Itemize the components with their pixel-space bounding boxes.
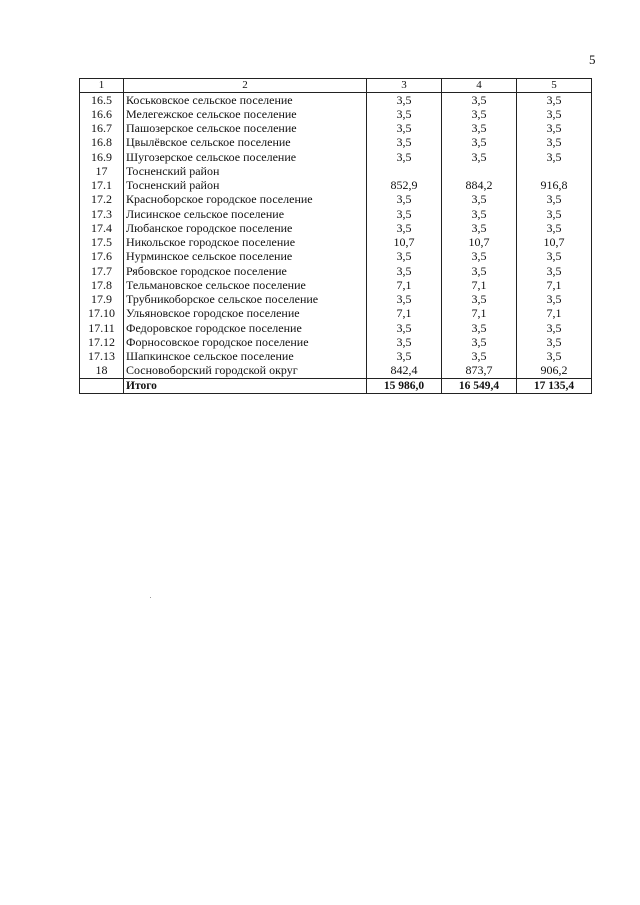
row-name: Шугозерское сельское поселение [124, 150, 367, 164]
row-number: 17.13 [80, 350, 124, 364]
row-number: 16.8 [80, 136, 124, 150]
table-row [80, 122, 592, 136]
row-value-col3: 3,5 [367, 221, 442, 235]
header-cell-4: 4 [442, 79, 517, 93]
row-value-col4: 3,5 [442, 264, 517, 278]
table-row [80, 193, 592, 207]
row-value-col3: 852,9 [367, 179, 442, 193]
row-value-col4: 3,5 [442, 207, 517, 221]
row-value-col5 [517, 164, 592, 178]
row-number: 17.11 [80, 321, 124, 335]
row-value-col3: 3,5 [367, 193, 442, 207]
row-value-col5: 906,2 [517, 364, 592, 379]
row-name: Любанское городское поселение [124, 221, 367, 235]
table-row [80, 150, 592, 164]
table-header-row [80, 79, 592, 93]
table-row [80, 136, 592, 150]
table-row [80, 335, 592, 349]
row-number: 17.3 [80, 207, 124, 221]
row-value-col5: 3,5 [517, 193, 592, 207]
table-row [80, 264, 592, 278]
scan-speck [150, 597, 151, 598]
row-value-col3: 3,5 [367, 107, 442, 121]
row-number: 16.5 [80, 93, 124, 108]
row-number: 17.5 [80, 236, 124, 250]
row-value-col5: 3,5 [517, 321, 592, 335]
row-value-col5: 916,8 [517, 179, 592, 193]
row-value-col5: 3,5 [517, 150, 592, 164]
row-value-col5: 3,5 [517, 221, 592, 235]
row-name: Красноборское городское поселение [124, 193, 367, 207]
row-value-col4: 3,5 [442, 107, 517, 121]
row-value-col3: 7,1 [367, 278, 442, 292]
row-value-col4: 7,1 [442, 278, 517, 292]
table-row [80, 250, 592, 264]
row-number: 18 [80, 364, 124, 379]
row-value-col3 [367, 164, 442, 178]
row-value-col4: 3,5 [442, 193, 517, 207]
row-name: Нурминское сельское поселение [124, 250, 367, 264]
header-cell-5: 5 [517, 79, 592, 93]
row-number: 17.7 [80, 264, 124, 278]
row-value-col3: 3,5 [367, 136, 442, 150]
row-value-col3: 3,5 [367, 93, 442, 108]
row-value-col4: 7,1 [442, 307, 517, 321]
row-number: 17.8 [80, 278, 124, 292]
table-row [80, 164, 592, 178]
row-value-col4 [442, 164, 517, 178]
row-value-col4: 3,5 [442, 293, 517, 307]
row-name: Федоровское городское поселение [124, 321, 367, 335]
row-value-col3: 3,5 [367, 250, 442, 264]
row-value-col3: 3,5 [367, 264, 442, 278]
row-number: 16.7 [80, 122, 124, 136]
row-value-col4: 3,5 [442, 335, 517, 349]
allocation-table [79, 78, 592, 394]
row-number: 17 [80, 164, 124, 178]
table-body [80, 79, 592, 394]
table-row [80, 364, 592, 379]
row-value-col5: 3,5 [517, 122, 592, 136]
header-cell-2: 2 [124, 79, 367, 93]
row-number: 17.4 [80, 221, 124, 235]
row-value-col4: 873,7 [442, 364, 517, 379]
row-name: Никольское городское поселение [124, 236, 367, 250]
table-row [80, 321, 592, 335]
row-value-col5: 10,7 [517, 236, 592, 250]
row-value-col4: 3,5 [442, 122, 517, 136]
row-value-col3: 3,5 [367, 150, 442, 164]
row-name: Коськовское сельское поселение [124, 93, 367, 108]
row-value-col4: 884,2 [442, 179, 517, 193]
row-number: 17.1 [80, 179, 124, 193]
row-value-col3: 3,5 [367, 293, 442, 307]
row-value-col4: 10,7 [442, 236, 517, 250]
table-row [80, 207, 592, 221]
row-name: Трубникоборское сельское поселение [124, 293, 367, 307]
row-value-col3: 842,4 [367, 364, 442, 379]
row-value-col5: 3,5 [517, 293, 592, 307]
total-value-col5: 17 135,4 [517, 379, 592, 394]
table-row [80, 278, 592, 292]
row-number: 16.6 [80, 107, 124, 121]
row-value-col3: 3,5 [367, 350, 442, 364]
row-name: Шапкинское сельское поселение [124, 350, 367, 364]
total-value-col4: 16 549,4 [442, 379, 517, 394]
row-number: 17.6 [80, 250, 124, 264]
row-value-col5: 3,5 [517, 93, 592, 108]
table-row [80, 179, 592, 193]
row-name: Лисинское сельское поселение [124, 207, 367, 221]
row-value-col5: 3,5 [517, 335, 592, 349]
row-value-col5: 7,1 [517, 278, 592, 292]
row-value-col3: 7,1 [367, 307, 442, 321]
row-name: Тосненский район [124, 164, 367, 178]
row-value-col4: 3,5 [442, 221, 517, 235]
row-value-col4: 3,5 [442, 321, 517, 335]
row-number: 17.2 [80, 193, 124, 207]
row-name: Тосненский район [124, 179, 367, 193]
row-value-col4: 3,5 [442, 350, 517, 364]
row-value-col5: 3,5 [517, 264, 592, 278]
row-name: Сосновоборский городской округ [124, 364, 367, 379]
row-value-col3: 3,5 [367, 321, 442, 335]
total-label: Итого [124, 379, 367, 394]
header-cell-1: 1 [80, 79, 124, 93]
total-number [80, 379, 124, 394]
row-number: 17.10 [80, 307, 124, 321]
row-value-col4: 3,5 [442, 136, 517, 150]
table-row [80, 107, 592, 121]
row-name: Тельмановское сельское поселение [124, 278, 367, 292]
row-number: 17.9 [80, 293, 124, 307]
header-cell-3: 3 [367, 79, 442, 93]
page-number: 5 [589, 52, 596, 67]
total-value-col3: 15 986,0 [367, 379, 442, 394]
row-value-col4: 3,5 [442, 93, 517, 108]
row-name: Рябовское городское поселение [124, 264, 367, 278]
row-value-col3: 10,7 [367, 236, 442, 250]
table-total-row [80, 379, 592, 394]
row-value-col5: 3,5 [517, 250, 592, 264]
row-name: Цвылёвское сельское поселение [124, 136, 367, 150]
row-value-col3: 3,5 [367, 335, 442, 349]
row-name: Форносовское городское поселение [124, 335, 367, 349]
row-value-col5: 3,5 [517, 136, 592, 150]
row-value-col4: 3,5 [442, 150, 517, 164]
row-name: Пашозерское сельское поселение [124, 122, 367, 136]
row-name: Ульяновское городское поселение [124, 307, 367, 321]
row-value-col5: 3,5 [517, 350, 592, 364]
row-value-col5: 3,5 [517, 107, 592, 121]
row-value-col3: 3,5 [367, 122, 442, 136]
row-name: Мелегежское сельское поселение [124, 107, 367, 121]
table-row [80, 236, 592, 250]
row-value-col3: 3,5 [367, 207, 442, 221]
row-value-col5: 7,1 [517, 307, 592, 321]
row-value-col4: 3,5 [442, 250, 517, 264]
table-row [80, 93, 592, 108]
row-number: 16.9 [80, 150, 124, 164]
table-row [80, 293, 592, 307]
table-row [80, 307, 592, 321]
table-row [80, 221, 592, 235]
row-number: 17.12 [80, 335, 124, 349]
row-value-col5: 3,5 [517, 207, 592, 221]
table-row [80, 350, 592, 364]
